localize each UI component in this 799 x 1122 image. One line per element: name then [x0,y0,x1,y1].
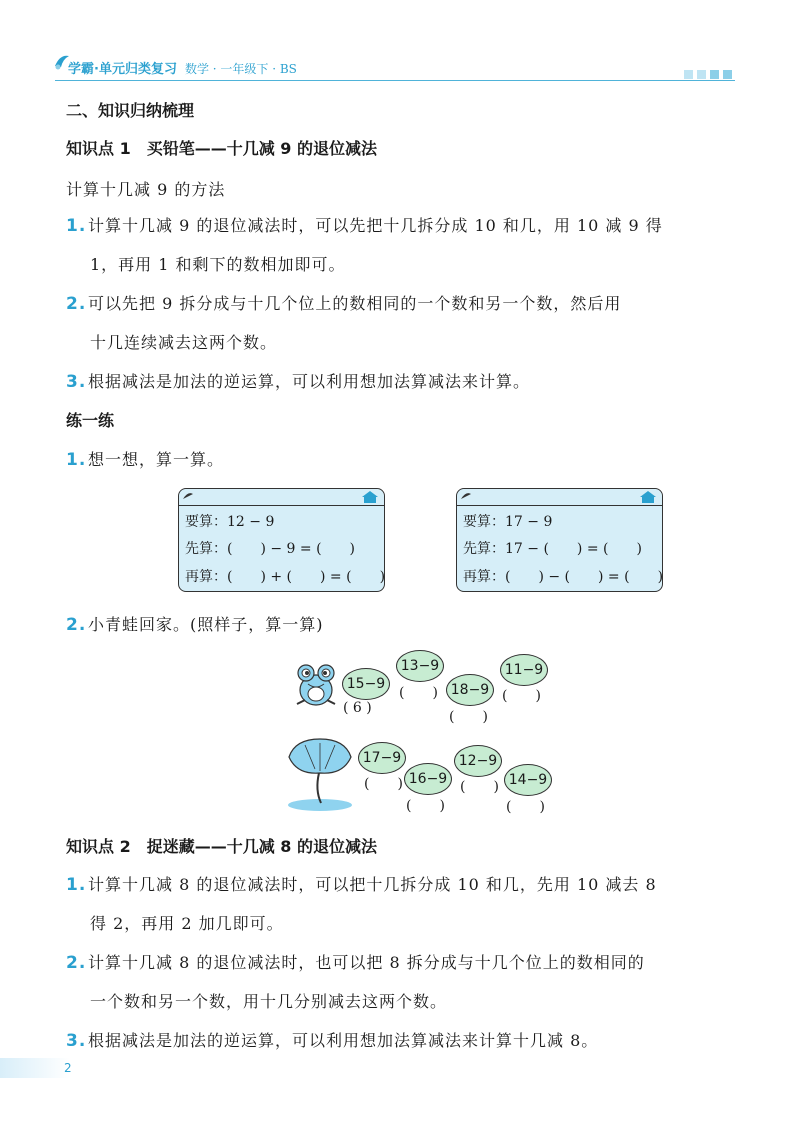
frog-icon [293,660,339,710]
kp1-item-2: 2. 可以先把 9 拆分成与十几个位上的数相同的一个数和另一个数，然后用 [66,294,622,314]
kp1-item-1-cont: 1，再用 1 和剩下的数相加即可。 [90,255,346,274]
practice-q1: 1. 想一想，算一算。 [66,450,225,470]
answer-blank[interactable]: ( ) [364,776,403,792]
kp1-title: 知识点 1 买铅笔——十几减 9 的退位减法 [66,139,377,158]
answer-blank[interactable]: ( ) [406,798,445,814]
box-right-line-3[interactable]: 再算：( ) − ( ) = ( ) [463,569,664,585]
kp2-item-1: 1. 计算十几减 8 的退位减法时，可以把十几拆分成 10 和几，先用 10 减去 8 [66,875,657,895]
box-left-line-3[interactable]: 再算：( ) + ( ) = ( ) [185,569,386,585]
kp2-item-1-num: 1. [66,875,87,895]
kp1-item-2-cont: 十几连续减去这两个数。 [90,333,278,352]
kp1-item-1-num: 1. [66,216,87,236]
kp1-item-3: 3. 根据减法是加法的逆运算，可以利用想加法算减法来计算。 [66,372,531,392]
calc-box-left-bar [179,489,384,506]
practice-q1-num: 1. [66,450,87,470]
lily-pad: 13−9 [396,650,444,682]
lily-pad: 12−9 [454,745,502,777]
answer-blank[interactable]: ( ) [506,799,545,815]
page-number: 2 [64,1061,72,1075]
footer-bar [0,1058,70,1078]
box-left-line-2[interactable]: 先算：( ) − 9 = ( ) [185,541,356,557]
practice-q2: 2. 小青蛙回家。(照样子，算一算) [66,615,324,635]
answer-example: ( 6 ) [343,700,372,716]
box-right-line-2[interactable]: 先算：17 − ( ) = ( ) [463,541,642,557]
lotus-leaf-icon [285,735,355,813]
kp2-item-3-num: 3. [66,1031,87,1051]
lily-pad: 11−9 [500,654,548,686]
header-divider [55,80,735,81]
house-icon [360,490,380,504]
box-right-line-1: 要算：17 − 9 [463,514,553,530]
answer-blank[interactable]: ( ) [399,685,438,701]
answer-blank[interactable]: ( ) [502,688,541,704]
brand-name: 学霸·单元归类复习 [68,62,177,77]
practice-q2-num: 2. [66,615,87,635]
kp1-item-1: 1. 计算十几减 9 的退位减法时，可以先把十几拆分成 10 和几，用 10 减 9 得 [66,216,663,236]
header-decoration [684,70,732,79]
lily-pad: 18−9 [446,674,494,706]
calc-box-left [178,488,385,592]
kp1-method-heading: 计算十几减 9 的方法 [66,180,226,199]
kp2-item-2-num: 2. [66,953,87,973]
answer-blank[interactable]: ( ) [449,709,488,725]
box-left-line-1: 要算：12 − 9 [185,514,275,530]
lily-pad: 15−9 [342,668,390,700]
house-icon [638,490,658,504]
kp2-title: 知识点 2 捉迷藏——十几减 8 的退位减法 [66,837,377,856]
practice-heading: 练一练 [66,411,115,430]
lily-pad: 17−9 [358,742,406,774]
kp2-item-3: 3. 根据减法是加法的逆运算，可以利用想加法算减法来计算十几减 8。 [66,1031,599,1051]
kp2-item-2: 2. 计算十几减 8 的退位减法时，也可以把 8 拆分成与十几个位上的数相同的 [66,953,645,973]
answer-blank[interactable]: ( ) [460,779,499,795]
header-subtitle: 数学 · 一年级下 · BS [184,62,297,76]
lily-pad: 16−9 [404,763,452,795]
header-brand [68,58,297,77]
kp1-item-3-num: 3. [66,372,87,392]
section-title: 二、知识归纳梳理 [66,101,195,120]
leaf-icon [182,491,194,501]
lily-pad: 14−9 [504,764,552,796]
kp1-item-2-num: 2. [66,294,87,314]
kp2-item-1-cont: 得 2，再用 2 加几即可。 [90,914,284,933]
calc-box-right [456,488,663,592]
leaf-icon [460,491,472,501]
calc-box-right-bar [457,489,662,506]
kp2-item-2-cont: 一个数和另一个数，用十几分别减去这两个数。 [90,992,448,1011]
